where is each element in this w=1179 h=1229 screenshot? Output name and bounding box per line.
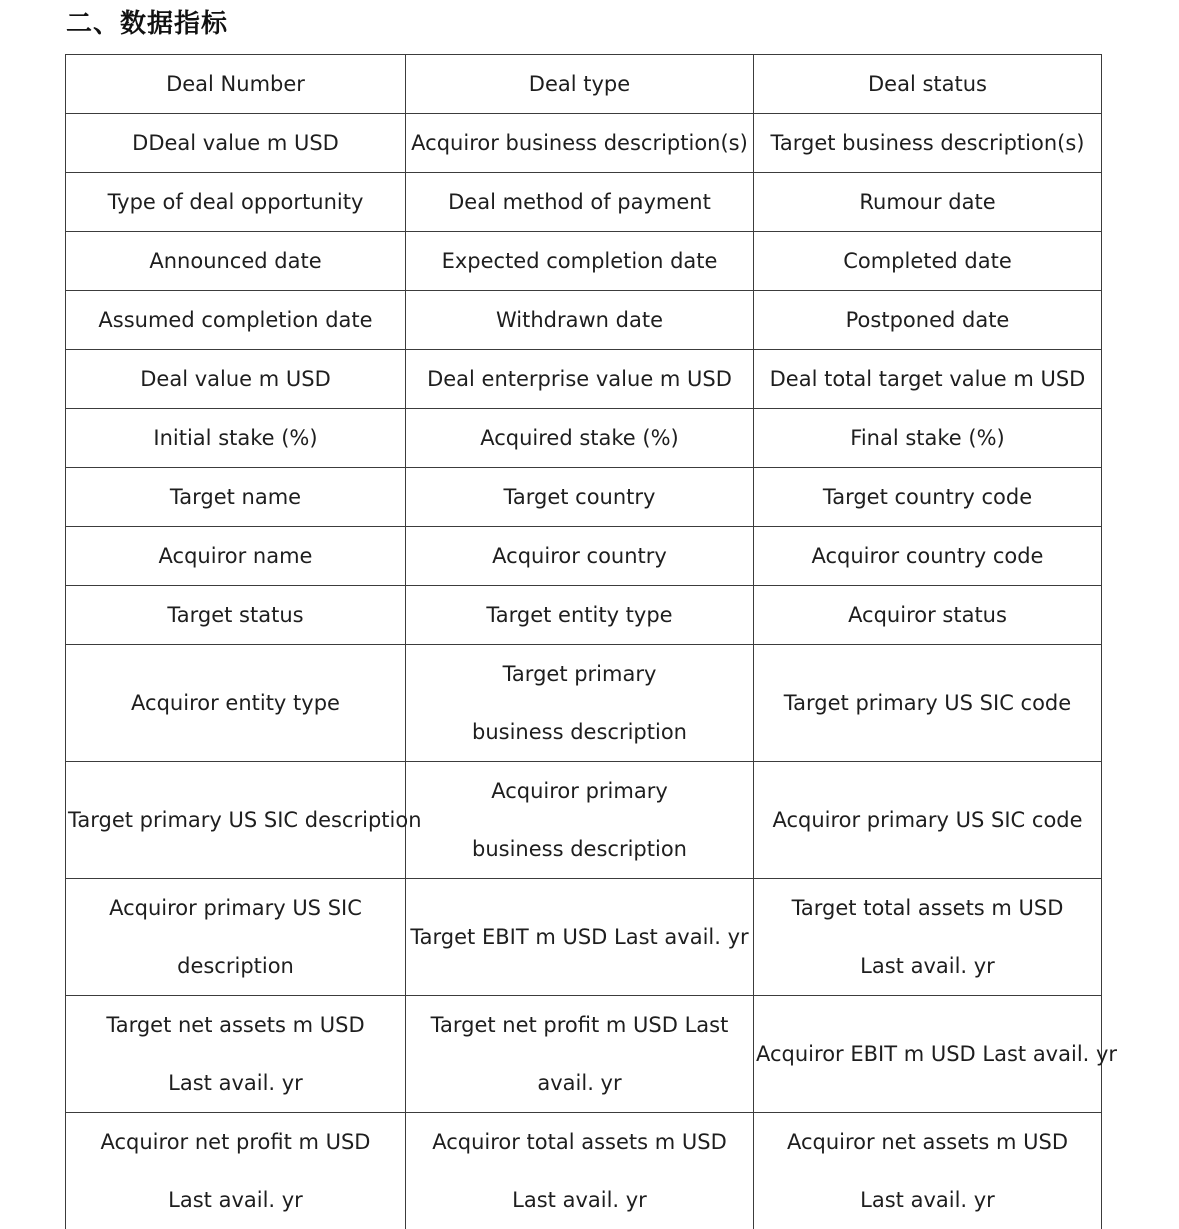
table-row xyxy=(66,879,1102,996)
table-cell: Target name xyxy=(66,468,406,527)
table-cell: Announced date xyxy=(66,232,406,291)
table-cell: Postponed date xyxy=(754,291,1102,350)
table-cell: Deal enterprise value m USD xyxy=(406,350,754,409)
table-cell: Acquiror net profit m USD Last avail. yr xyxy=(66,1113,406,1229)
table-cell: Target country xyxy=(406,468,754,527)
section-heading: 二、数据指标 xyxy=(66,4,228,44)
table-cell: Acquiror country xyxy=(406,527,754,586)
table-row xyxy=(66,996,1102,1113)
table-cell: Acquiror entity type xyxy=(66,645,406,762)
table-cell: Completed date xyxy=(754,232,1102,291)
table-cell: Deal type xyxy=(406,55,754,114)
table-row xyxy=(66,173,1102,232)
table-cell: Acquiror primary US SIC code xyxy=(754,762,1102,879)
table-row xyxy=(66,114,1102,173)
table-cell: Target EBIT m USD Last avail. yr xyxy=(406,879,754,996)
table-cell: Final stake (%) xyxy=(754,409,1102,468)
table-cell: Initial stake (%) xyxy=(66,409,406,468)
table-cell: Target primary US SIC code xyxy=(754,645,1102,762)
table-row xyxy=(66,586,1102,645)
table-cell: Acquiror EBIT m USD Last avail. yr xyxy=(754,996,1102,1113)
table-row xyxy=(66,291,1102,350)
table-cell: Withdrawn date xyxy=(406,291,754,350)
table-cell: Deal Number xyxy=(66,55,406,114)
table-cell: Target net assets m USD Last avail. yr xyxy=(66,996,406,1113)
table-row xyxy=(66,468,1102,527)
table-cell: Target primary US SIC description xyxy=(66,762,406,879)
table-cell: Target total assets m USD Last avail. yr xyxy=(754,879,1102,996)
table-row xyxy=(66,55,1102,114)
table-row xyxy=(66,232,1102,291)
table-row xyxy=(66,409,1102,468)
table-cell: Acquiror net assets m USD Last avail. yr xyxy=(754,1113,1102,1229)
table-cell: Deal method of payment xyxy=(406,173,754,232)
table-cell: Deal status xyxy=(754,55,1102,114)
table-cell: Target net profit m USD Last avail. yr xyxy=(406,996,754,1113)
table-cell: Target country code xyxy=(754,468,1102,527)
data-metrics-table xyxy=(65,54,1102,1229)
table-row xyxy=(66,527,1102,586)
table-row xyxy=(66,762,1102,879)
table-cell: Target entity type xyxy=(406,586,754,645)
table-cell: Target primary business description xyxy=(406,645,754,762)
table-cell: Type of deal opportunity xyxy=(66,173,406,232)
table-cell: Target business description(s) xyxy=(754,114,1102,173)
table-cell: Deal total target value m USD xyxy=(754,350,1102,409)
table-cell: Expected completion date xyxy=(406,232,754,291)
table-cell: Acquiror name xyxy=(66,527,406,586)
table-cell: Acquiror status xyxy=(754,586,1102,645)
table-row xyxy=(66,1113,1102,1229)
table-cell: Acquiror country code xyxy=(754,527,1102,586)
table-cell: Acquired stake (%) xyxy=(406,409,754,468)
table-cell: Assumed completion date xyxy=(66,291,406,350)
table-row xyxy=(66,645,1102,762)
table-cell: Acquiror primary US SIC description xyxy=(66,879,406,996)
table-cell: Rumour date xyxy=(754,173,1102,232)
table-cell: Acquiror primary business description xyxy=(406,762,754,879)
table-cell: Deal value m USD xyxy=(66,350,406,409)
table-cell: Acquiror business description(s) xyxy=(406,114,754,173)
table-row xyxy=(66,350,1102,409)
table-cell: DDeal value m USD xyxy=(66,114,406,173)
table-cell: Target status xyxy=(66,586,406,645)
table-cell: Acquiror total assets m USD Last avail. yr xyxy=(406,1113,754,1229)
